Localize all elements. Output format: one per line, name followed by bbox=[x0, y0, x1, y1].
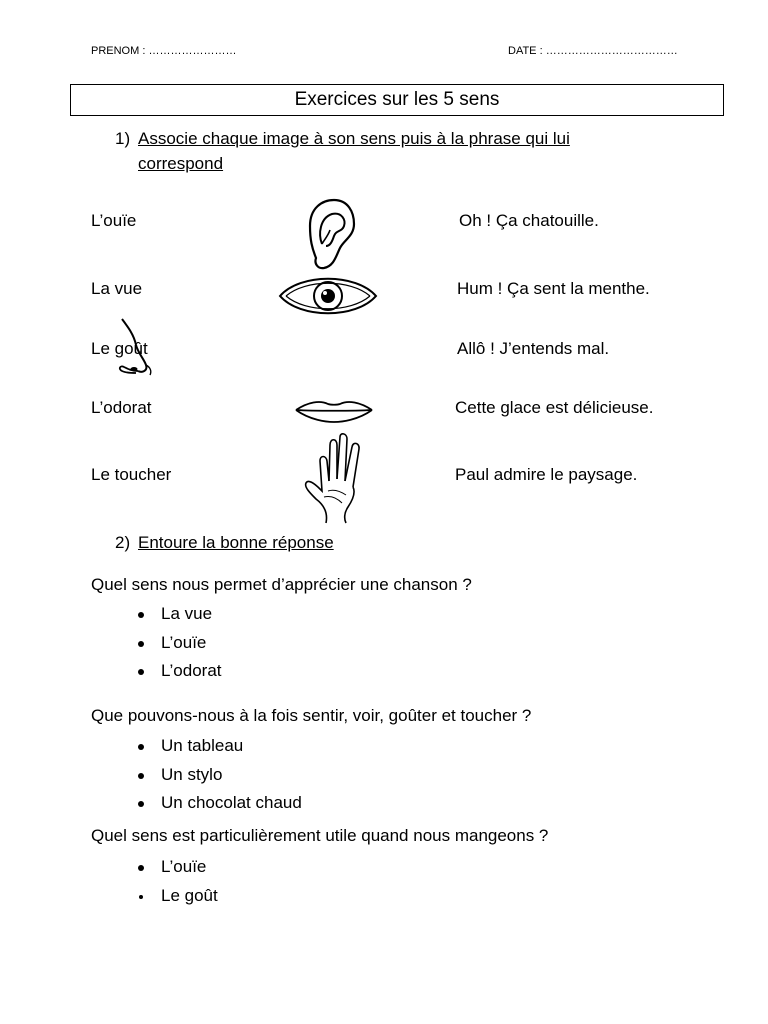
exercise-1-instruction-line1: Associe chaque image à son sens puis à la phrase qui lui bbox=[138, 129, 570, 148]
exercise-1-instruction-line2: correspond bbox=[138, 154, 224, 173]
bullet-icon bbox=[138, 744, 144, 750]
question: Que pouvons-nous à la fois sentir, voir, goûter et toucher ? bbox=[91, 706, 532, 725]
phrase-label: Oh ! Ça chatouille. bbox=[459, 211, 599, 230]
bullet-icon bbox=[138, 865, 144, 871]
bullet-icon bbox=[138, 773, 144, 779]
answer-option[interactable]: Un chocolat chaud bbox=[161, 793, 302, 812]
phrase-label: Allô ! J’entends mal. bbox=[457, 339, 610, 358]
answer-option[interactable]: Un stylo bbox=[161, 765, 223, 784]
answer-option[interactable]: Le goût bbox=[161, 886, 218, 905]
lips-icon bbox=[294, 398, 374, 424]
exercise-2-heading bbox=[115, 530, 415, 555]
sense-label: Le goût bbox=[91, 339, 148, 358]
bullet-icon bbox=[138, 612, 144, 618]
bullet-icon bbox=[138, 641, 144, 647]
hand-icon bbox=[302, 433, 372, 525]
phrase-label: Paul admire le paysage. bbox=[455, 465, 638, 484]
sense-label: L’ouïe bbox=[91, 211, 137, 230]
bullet-icon bbox=[138, 669, 144, 675]
eye-icon bbox=[278, 271, 378, 321]
phrase-label: Hum ! Ça sent la menthe. bbox=[457, 279, 650, 298]
answer-option[interactable]: L’odorat bbox=[161, 661, 222, 680]
question: Quel sens nous permet d’apprécier une chanson ? bbox=[91, 575, 472, 594]
question: Quel sens est particulièrement utile quand nous mangeons ? bbox=[91, 826, 549, 845]
bullet-icon bbox=[138, 801, 144, 807]
answer-option[interactable]: Un tableau bbox=[161, 736, 244, 755]
date-field: DATE : ……………………………… bbox=[508, 45, 678, 57]
exercise-2-instruction: Entoure la bonne réponse bbox=[138, 533, 334, 552]
sense-label: L’odorat bbox=[91, 398, 152, 417]
worksheet-title: Exercices sur les 5 sens bbox=[70, 84, 724, 116]
exercise-2-number: 2) bbox=[115, 533, 131, 552]
exercise-1-heading bbox=[115, 126, 675, 176]
ear-icon bbox=[300, 196, 360, 272]
sense-label: La vue bbox=[91, 279, 143, 298]
sense-label: Le toucher bbox=[91, 465, 172, 484]
first-name-field: PRENOM : …………………… bbox=[91, 45, 237, 57]
answer-option[interactable]: L’ouïe bbox=[161, 857, 207, 876]
phrase-label: Cette glace est délicieuse. bbox=[455, 398, 654, 417]
answer-option[interactable]: La vue bbox=[161, 604, 213, 623]
answer-option[interactable]: L’ouïe bbox=[161, 633, 207, 652]
bullet-icon bbox=[139, 895, 143, 899]
exercise-1-number: 1) bbox=[115, 129, 131, 148]
nose-icon bbox=[114, 317, 160, 379]
